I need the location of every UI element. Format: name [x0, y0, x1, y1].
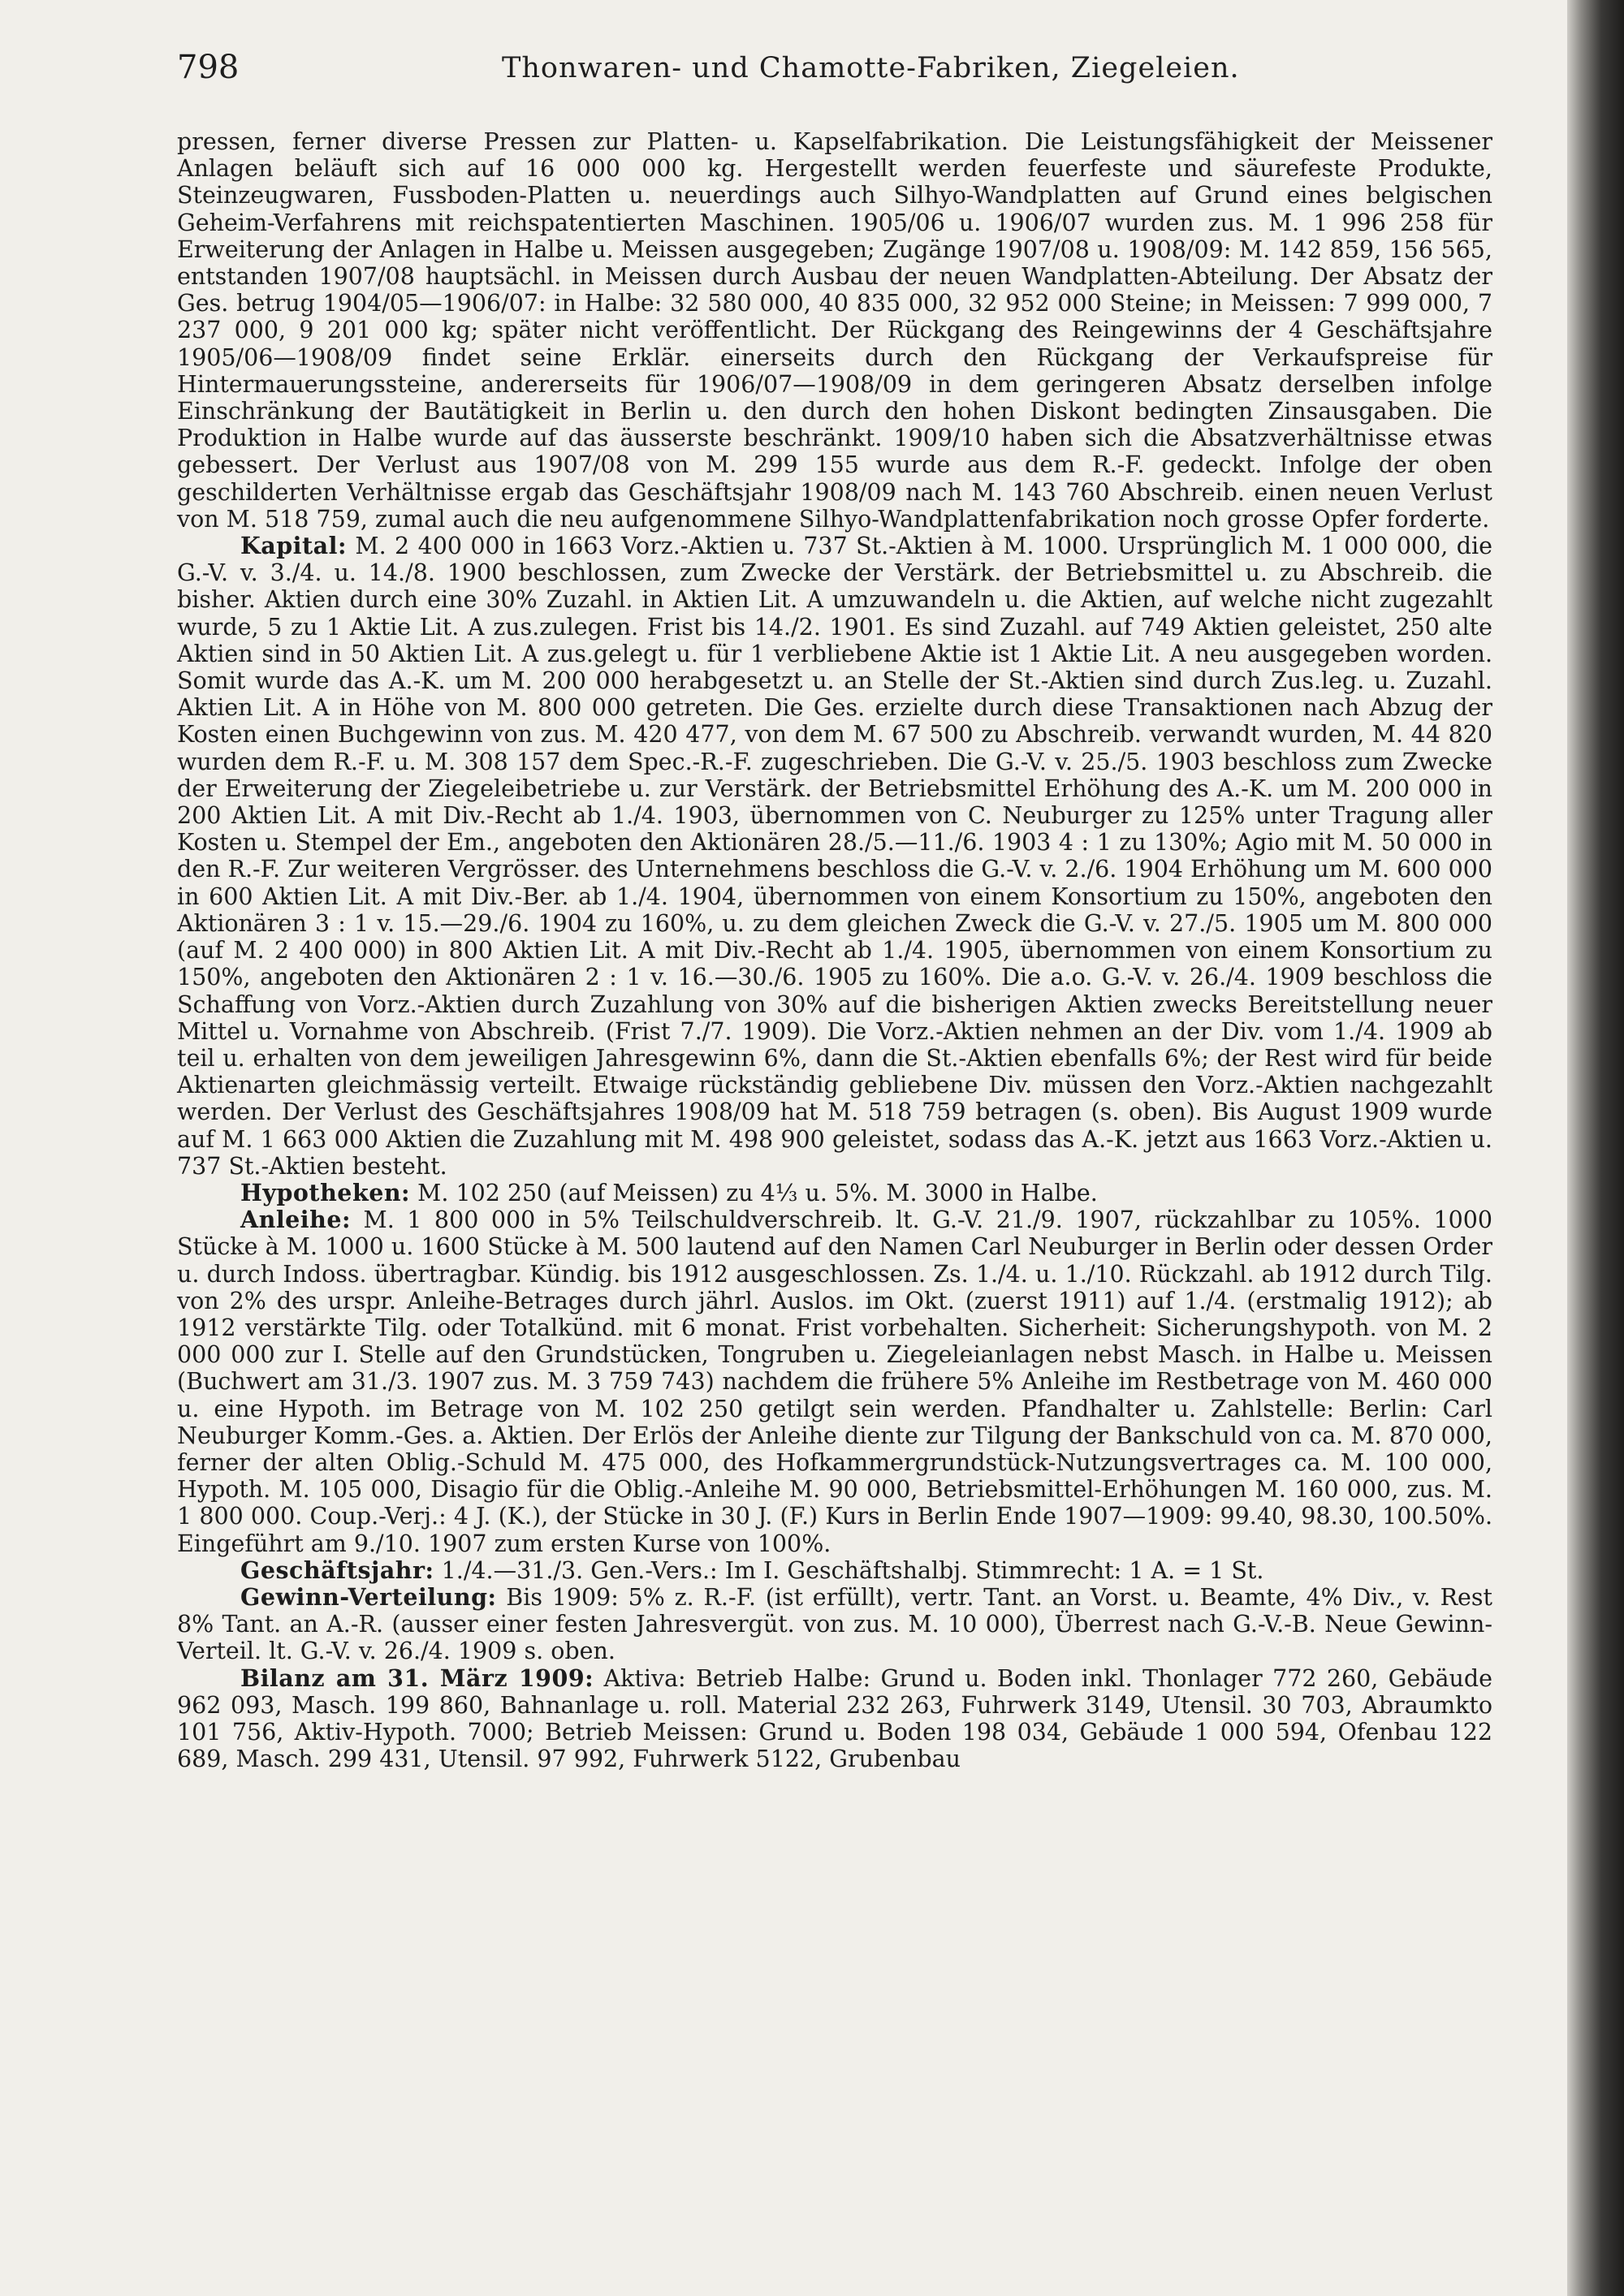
paragraph-geschaeftsjahr [177, 1557, 1492, 1584]
paragraph-anleihe [177, 1206, 1492, 1557]
section-lead: Anleihe: [240, 1206, 351, 1234]
paragraph-bilanz [177, 1665, 1492, 1773]
paragraph-body: pressen, ferner diverse Pressen zur Platten- u. Kapselfabrikation. Die Leistungsfähigkeit der Meissener Anlagen beläuft sich auf 16 000 000 kg. Hergestellt werden feuerfeste und säurefeste Produkte, Steinzeugwaren, Fussboden-Platten u. neuerdings auch Silhyo-Wandplatten auf Grund eines belgischen Geheim-Verfahrens mit reichspatentierten Maschinen. 1905/06 u. 1906/07 wurden zus. M. 1 996 258 für Erweiterung der Anlagen in Halbe u. Meissen ausgegeben; Zugänge 1907/08 u. 1908/09: M. 142 859, 156 565, entstanden 1907/08 hauptsächl. in Meissen durch Ausbau der neuen Wandplatten-Abteilung. Der Absatz der Ges. betrug 1904/05—1906/07: in Halbe: 32 580 000, 40 835 000, 32 952 000 Steine; in Meissen: 7 999 000, 7 237 000, 9 201 000 kg; später nicht veröffentlicht. Der Rückgang des Reingewinns der 4 Geschäftsjahre 1905/06—1908/09 findet seine Erklär. einerseits durch den Rückgang der Verkaufspreise für Hintermauerungssteine, andererseits für 1906/07—1908/09 in dem geringeren Absatz derselben infolge Einschränkung der Bautätigkeit in Berlin u. den durch den hohen Diskont bedingten Zinsausgaben. Die Produktion in Halbe wurde auf das äusserste beschränkt. 1909/10 haben sich die Absatzverhältnisse etwas gebessert. Der Verlust aus 1907/08 von M. 299 155 wurde aus dem R.-F. gedeckt. Infolge der oben geschilderten Verhältnisse ergab das Geschäftsjahr 1908/09 nach M. 143 760 Abschreib. einen neuen Verlust von M. 518 759, zumal auch die neu aufgenommene Silhyo-Wandplattenfabrikation noch grosse Opfer forderte. [177, 128, 1492, 533]
page-number: 798 [177, 49, 240, 86]
paragraph-body: Aktiva: Betrieb Halbe: Grund u. Boden inkl. Thonlager 772 260, Gebäude 962 093, Masch. 199 860, Bahnanlage u. roll. Material 232 263, Fuhrwerk 3149, Utensil. 30 703, Abraumkto 101 756, Aktiv-Hypoth. 7000; Betrieb Meissen: Grund u. Boden 198 034, Gebäude 1 000 594, Ofenbau 122 689, Masch. 299 431, Utensil. 97 992, Fuhrwerk 5122, Grubenbau [177, 1664, 1492, 1773]
section-lead: Kapital: [240, 532, 347, 560]
paragraph-gewinn-verteilung [177, 1584, 1492, 1665]
page-edge-shadow [1567, 0, 1624, 2296]
paragraph-hypotheken [177, 1180, 1492, 1206]
paragraph-body: Bis 1909: 5% z. R.-F. (ist erfüllt), vertr. Tant. an Vorst. u. Beamte, 4% Div., v. Rest 8% Tant. an A.-R. (ausser einer festen Jahresvergüt. von zus. M. 10 000), Überrest nach G.-V.-B. Neue Gewinn-Verteil. lt. G.-V. v. 26./4. 1909 s. oben. [177, 1583, 1492, 1665]
page-header [177, 49, 1492, 97]
body-text [177, 128, 1492, 1772]
paragraph-body: 1./4.—31./3. Gen.-Vers.: Im I. Geschäftshalbj. Stimmrecht: 1 A. = 1 St. [434, 1556, 1264, 1584]
paragraph-intro [177, 128, 1492, 533]
paragraph-body: M. 2 400 000 in 1663 Vorz.-Aktien u. 737 St.-Aktien à M. 1000. Ursprünglich M. 1 000 000, die G.-V. v. 3./4. u. 14./8. 1900 beschlossen, zum Zwecke der Verstärk. der Betriebsmittel u. zu Abschreib. die bisher. Aktien durch eine 30% Zuzahl. in Aktien Lit. A umzuwandeln u. die Aktien, auf welche nicht zugezahlt wurde, 5 zu 1 Aktie Lit. A zus.zulegen. Frist bis 14./2. 1901. Es sind Zuzahl. auf 749 Aktien geleistet, 250 alte Aktien sind in 50 Aktien Lit. A zus.gelegt u. für 1 verbliebene Aktie ist 1 Aktie Lit. A neu ausgegeben worden. Somit wurde das A.-K. um M. 200 000 herabgesetzt u. an Stelle der St.-Aktien sind durch Zus.leg. u. Zuzahl. Aktien Lit. A in Höhe von M. 800 000 getreten. Die Ges. erzielte durch diese Transaktionen nach Abzug der Kosten einen Buchgewinn von zus. M. 420 477, von dem M. 67 500 zu Abschreib. verwandt wurden, M. 44 820 wurden dem R.-F. u. M. 308 157 dem Spec.-R.-F. zugeschrieben. Die G.-V. v. 25./5. 1903 beschloss zum Zwecke der Erweiterung der Ziegeleibetriebe u. zur Verstärk. der Betriebsmittel Erhöhung des A.-K. um M. 200 000 in 200 Aktien Lit. A mit Div.-Recht ab 1./4. 1903, übernommen von C. Neuburger zu 125% unter Tragung aller Kosten u. Stempel der Em., angeboten den Aktionären 28./5.—11./6. 1903 4 : 1 zu 130%; Agio mit M. 50 000 in den R.-F. Zur weiteren Vergrösser. des Unternehmens beschloss die G.-V. v. 2./6. 1904 Erhöhung um M. 600 000 in 600 Aktien Lit. A mit Div.-Ber. ab 1./4. 1904, übernommen von einem Konsortium zu 150%, angeboten den Aktionären 3 : 1 v. 15.—29./6. 1904 zu 160%, u. zu dem gleichen Zweck die G.-V. v. 27./5. 1905 um M. 800 000 (auf M. 2 400 000) in 800 Aktien Lit. A mit Div.-Recht ab 1./4. 1905, übernommen von einem Konsortium zu 150%, angeboten den Aktionären 2 : 1 v. 16.—30./6. 1905 zu 160%. Die a.o. G.-V. v. 26./4. 1909 beschloss die Schaffung von Vorz.-Aktien durch Zuzahlung von 30% auf die bisherigen Aktien zwecks Bereitstellung neuer Mittel u. Vornahme von Abschreib. (Frist 7./7. 1909). Die Vorz.-Aktien nehmen an der Div. vom 1./4. 1909 ab teil u. erhalten von dem jeweiligen Jahresgewinn 6%, dann die St.-Aktien ebenfalls 6%; der Rest wird für beide Aktienarten gleichmässig verteilt. Etwaige rückständig gebliebene Div. müssen den Vorz.-Aktien nachgezahlt werden. Der Verlust des Geschäftsjahres 1908/09 hat M. 518 759 betragen (s. oben). Bis August 1909 wurde auf M. 1 663 000 Aktien die Zuzahlung mit M. 498 900 geleistet, sodass das A.-K. jetzt aus 1663 Vorz.-Aktien u. 737 St.-Aktien besteht. [177, 533, 1492, 1180]
section-lead: Geschäftsjahr: [240, 1556, 434, 1584]
section-lead: Bilanz am 31. März 1909: [240, 1664, 594, 1692]
section-lead: Gewinn-Verteilung: [240, 1582, 497, 1611]
paragraph-body: M. 1 800 000 in 5% Teilschuldverschreib. lt. G.-V. 21./9. 1907, rückzahlbar zu 105%. 1000 Stücke à M. 1000 u. 1600 Stücke à M. 500 lautend auf den Namen Carl Neuburger in Berlin oder dessen Order u. durch Indoss. übertragbar. Kündig. bis 1912 ausgeschlossen. Zs. 1./4. u. 1./10. Rückzahl. ab 1912 durch Tilg. von 2% des urspr. Anleihe-Betrages durch jährl. Auslos. im Okt. (zuerst 1911) auf 1./4. (erstmalig 1912); ab 1912 verstärkte Tilg. oder Totalkünd. mit 6 monat. Frist vorbehalten. Sicherheit: Sicherungshypoth. von M. 2 000 000 zur I. Stelle auf den Grundstücken, Tongruben u. Ziegeleianlagen nebst Masch. in Halbe u. Meissen (Buchwert am 31./3. 1907 zus. M. 3 759 743) nachdem die frühere 5% Anleihe im Restbetrage von M. 460 000 u. eine Hypoth. im Betrage von M. 102 250 getilgt sein werden. Pfandhalter u. Zahlstelle: Berlin: Carl Neuburger Komm.-Ges. a. Aktien. Der Erlös der Anleihe diente zur Tilgung der Bankschuld von ca. M. 870 000, ferner der alten Oblig.-Schuld M. 475 000, des Hofkammergrundstück-Nutzungsvertrages ca. M. 100 000, Hypoth. M. 105 000, Disagio für die Oblig.-Anleihe M. 90 000, Betriebsmittel-Erhöhungen M. 160 000, zus. M. 1 800 000. Coup.-Verj.: 4 J. (K.), der Stücke in 30 J. (F.) Kurs in Berlin Ende 1907—1909: 99.40, 98.30, 100.50%. Eingeführt am 9./10. 1907 zum ersten Kurse von 100%. [177, 1206, 1492, 1557]
running-title: Thonwaren- und Chamotte-Fabriken, Ziegeleien. [502, 52, 1240, 84]
section-lead: Hypotheken: [240, 1178, 411, 1206]
paragraph-kapital [177, 533, 1492, 1180]
paragraph-body: M. 102 250 (auf Meissen) zu 4⅓ u. 5%. M. 3000 in Halbe. [410, 1179, 1098, 1206]
